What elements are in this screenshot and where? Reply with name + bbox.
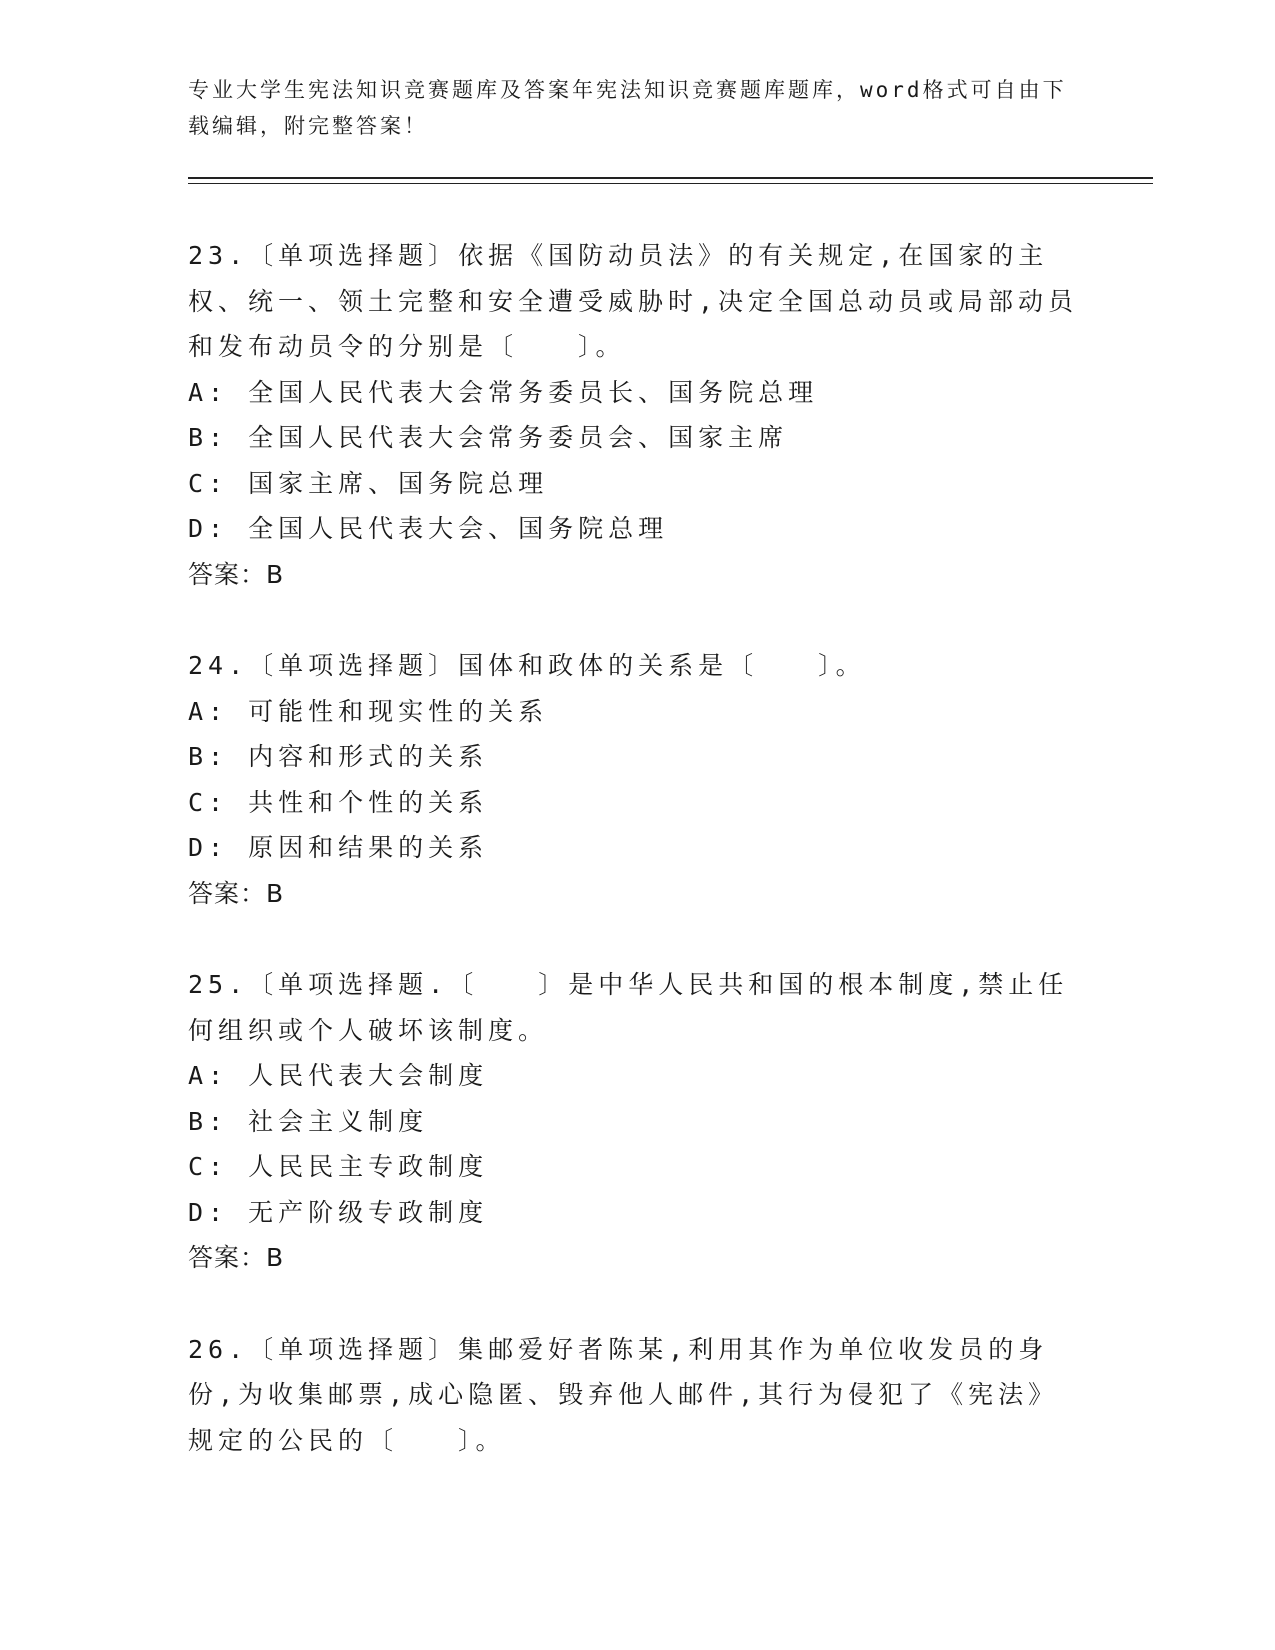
question-text: 26.〔单项选择题〕集邮爱好者陈某,利用其作为单位收发员的身份,为收集邮票,成心隐匿、毁弃他人邮件,其行为侵犯了《宪法》规定的公民的〔 〕。 bbox=[188, 1334, 1059, 1455]
question-24 bbox=[188, 643, 1088, 916]
option-b: B: 内容和形式的关系 bbox=[188, 742, 489, 771]
answer-label: 答案：B bbox=[188, 878, 285, 908]
answer-label: 答案：B bbox=[188, 1243, 285, 1272]
option-b: B: 社会主义制度 bbox=[188, 1106, 429, 1136]
question-list bbox=[188, 233, 1088, 1509]
question-text: 24.〔单项选择题〕国体和政体的关系是〔 〕。 bbox=[188, 651, 866, 680]
question-23 bbox=[188, 233, 1088, 597]
option-a: A: 可能性和现实性的关系 bbox=[188, 696, 549, 726]
option-c: C: 共性和个性的关系 bbox=[188, 787, 489, 817]
document-header: 专业大学生宪法知识竞赛题库及答案年宪法知识竞赛题库题库，word格式可自由下载编辑，附完整答案！ bbox=[188, 78, 1067, 138]
header-divider-thin bbox=[188, 183, 1153, 184]
question-25 bbox=[188, 962, 1088, 1281]
question-26 bbox=[188, 1327, 1088, 1464]
answer-label: 答案：B bbox=[188, 559, 285, 589]
option-b: B: 全国人民代表大会常务委员会、国家主席 bbox=[188, 423, 789, 452]
question-text: 23.〔单项选择题〕依据《国防动员法》的有关规定,在国家的主权、统一、领土完整和安全遭受威胁时,决定全国总动员或局部动员和发布动员令的分别是〔 〕。 bbox=[188, 241, 1079, 361]
option-d: D: 原因和结果的关系 bbox=[188, 833, 489, 862]
option-c: C: 人民民主专政制度 bbox=[188, 1152, 489, 1181]
option-a: A: 人民代表大会制度 bbox=[188, 1061, 489, 1090]
question-text: 25.〔单项选择题.〔 〕是中华人民共和国的根本制度,禁止任何组织或个人破坏该制度。 bbox=[188, 970, 1069, 1045]
option-a: A: 全国人民代表大会常务委员长、国务院总理 bbox=[188, 377, 819, 407]
option-d: D: 无产阶级专政制度 bbox=[188, 1197, 489, 1227]
option-c: C: 国家主席、国务院总理 bbox=[188, 468, 549, 498]
option-d: D: 全国人民代表大会、国务院总理 bbox=[188, 514, 669, 543]
header-divider-thick bbox=[188, 177, 1153, 179]
